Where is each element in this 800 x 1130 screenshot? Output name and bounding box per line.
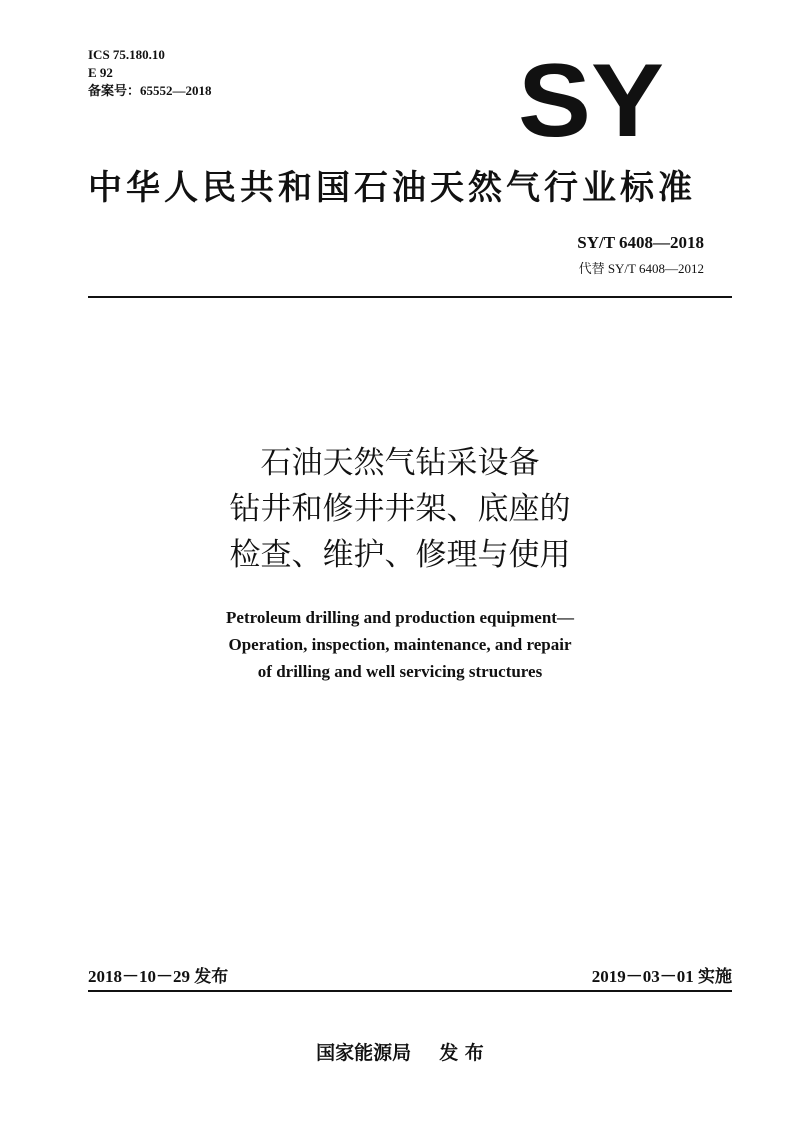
chinese-title-line-2: 钻井和修井井架、底座的 (229, 491, 571, 527)
english-title (0, 604, 800, 685)
publisher-line (0, 1038, 800, 1065)
publish-action: 发 布 (439, 1042, 484, 1064)
chinese-title-line-3: 检查、维护、修理与使用 (229, 537, 571, 573)
industry-standard-title: 中华人民共和国石油天然气行业标准 (88, 168, 696, 208)
footer-divider (88, 990, 732, 992)
english-title-line-1: Petroleum drilling and production equipment— (226, 608, 574, 627)
implementation-date: 2019－03－01 实施 (591, 967, 732, 986)
replaces-standard: 代替 SY/T 6408—2012 (578, 261, 704, 276)
standard-number: SY/T 6408—2018 (577, 233, 704, 252)
chinese-title (0, 440, 800, 578)
english-title-line-3: of drilling and well servicing structures (257, 662, 543, 681)
issue-date: 2018－10－29 发布 (88, 967, 229, 986)
record-number: 备案号：65552—2018 (88, 83, 212, 98)
classification-block (88, 46, 212, 100)
ics-code: ICS 75.180.10 (88, 47, 165, 62)
sy-logo (516, 58, 666, 144)
chinese-title-line-1: 石油天然气钻采设备 (260, 445, 540, 481)
publisher-name: 国家能源局 (316, 1042, 412, 1064)
english-title-line-2: Operation, inspection, maintenance, and repair (228, 635, 572, 654)
sy-logo-text: SY (518, 58, 664, 144)
header-divider (88, 296, 732, 298)
class-code: E 92 (88, 65, 113, 80)
